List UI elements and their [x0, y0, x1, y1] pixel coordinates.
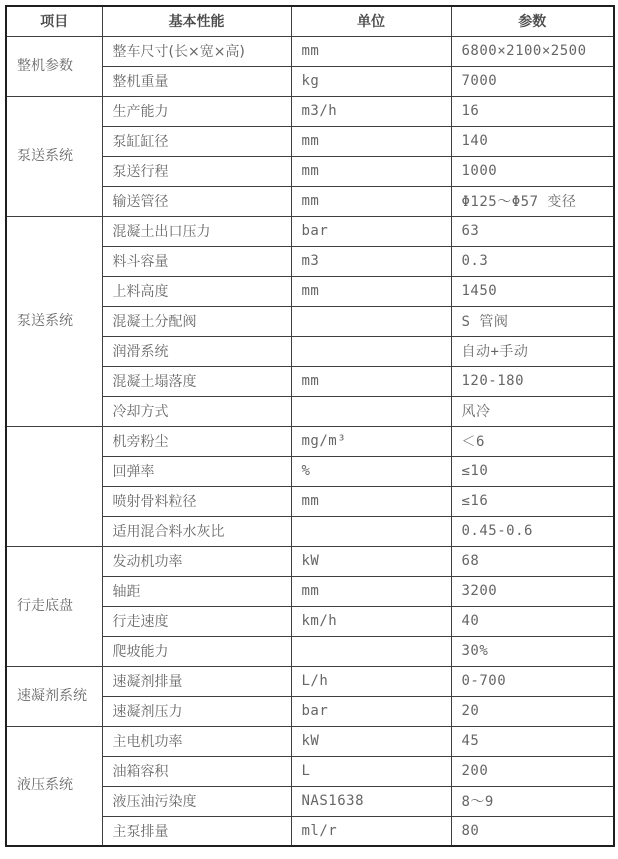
- unit-cell: [291, 306, 451, 336]
- unit-cell: mm: [291, 126, 451, 156]
- value-cell: ＜6: [451, 426, 614, 456]
- section-label-cell: 液压系统: [6, 726, 102, 846]
- value-cell: 140: [451, 126, 614, 156]
- value-cell: 40: [451, 606, 614, 636]
- performance-name-cell: 液压油污染度: [102, 786, 291, 816]
- value-cell: 0-700: [451, 666, 614, 696]
- unit-cell: [291, 396, 451, 426]
- value-cell: 45: [451, 726, 614, 756]
- performance-name-cell: 整车尺寸(长×宽×高): [102, 36, 291, 66]
- unit-cell: L: [291, 756, 451, 786]
- value-cell: 8～9: [451, 786, 614, 816]
- unit-cell: mm: [291, 276, 451, 306]
- section-label-cell: 整机参数: [6, 36, 102, 96]
- value-cell: S 管阀: [451, 306, 614, 336]
- value-cell: 16: [451, 96, 614, 126]
- table-row: [6, 426, 614, 456]
- unit-cell: [291, 516, 451, 546]
- value-cell: 风冷: [451, 396, 614, 426]
- unit-cell: mm: [291, 36, 451, 66]
- unit-cell: mg/m³: [291, 426, 451, 456]
- unit-cell: ml/r: [291, 816, 451, 846]
- unit-cell: kW: [291, 726, 451, 756]
- value-cell: 200: [451, 756, 614, 786]
- performance-name-cell: 润滑系统: [102, 336, 291, 366]
- unit-cell: m3/h: [291, 96, 451, 126]
- spec-table: [5, 5, 615, 847]
- performance-name-cell: 主电机功率: [102, 726, 291, 756]
- unit-cell: mm: [291, 576, 451, 606]
- performance-name-cell: 输送管径: [102, 186, 291, 216]
- unit-cell: km/h: [291, 606, 451, 636]
- unit-cell: kW: [291, 546, 451, 576]
- unit-cell: bar: [291, 216, 451, 246]
- section-label-cell: [6, 426, 102, 546]
- performance-name-cell: 混凝土分配阀: [102, 306, 291, 336]
- unit-cell: %: [291, 456, 451, 486]
- performance-name-cell: 行走速度: [102, 606, 291, 636]
- performance-name-cell: 整机重量: [102, 66, 291, 96]
- performance-name-cell: 泵缸缸径: [102, 126, 291, 156]
- section-label-cell: 行走底盘: [6, 546, 102, 666]
- value-cell: 80: [451, 816, 614, 846]
- value-cell: 3200: [451, 576, 614, 606]
- spec-table-body: [6, 36, 614, 846]
- performance-name-cell: 速凝剂压力: [102, 696, 291, 726]
- performance-name-cell: 上料高度: [102, 276, 291, 306]
- value-cell: 68: [451, 546, 614, 576]
- unit-cell: [291, 336, 451, 366]
- performance-name-cell: 混凝土塌落度: [102, 366, 291, 396]
- unit-cell: m3: [291, 246, 451, 276]
- table-row: [6, 96, 614, 126]
- header-item-project: 项目: [6, 6, 102, 36]
- unit-cell: [291, 636, 451, 666]
- value-cell: Φ125～Φ57 变径: [451, 186, 614, 216]
- header-item-parameter: 参数: [451, 6, 614, 36]
- value-cell: 0.3: [451, 246, 614, 276]
- header-row: [6, 6, 614, 36]
- value-cell: 63: [451, 216, 614, 246]
- unit-cell: L/h: [291, 666, 451, 696]
- performance-name-cell: 轴距: [102, 576, 291, 606]
- performance-name-cell: 爬坡能力: [102, 636, 291, 666]
- value-cell: 120-180: [451, 366, 614, 396]
- table-row: [6, 666, 614, 696]
- value-cell: 7000: [451, 66, 614, 96]
- table-row: [6, 546, 614, 576]
- performance-name-cell: 机旁粉尘: [102, 426, 291, 456]
- value-cell: ≤16: [451, 486, 614, 516]
- performance-name-cell: 生产能力: [102, 96, 291, 126]
- unit-cell: NAS1638: [291, 786, 451, 816]
- unit-cell: mm: [291, 186, 451, 216]
- performance-name-cell: 主泵排量: [102, 816, 291, 846]
- unit-cell: mm: [291, 156, 451, 186]
- value-cell: 6800×2100×2500: [451, 36, 614, 66]
- value-cell: 自动+手动: [451, 336, 614, 366]
- performance-name-cell: 油箱容积: [102, 756, 291, 786]
- performance-name-cell: 料斗容量: [102, 246, 291, 276]
- value-cell: ≤10: [451, 456, 614, 486]
- table-row: [6, 216, 614, 246]
- performance-name-cell: 发动机功率: [102, 546, 291, 576]
- performance-name-cell: 适用混合料水灰比: [102, 516, 291, 546]
- performance-name-cell: 喷射骨料粒径: [102, 486, 291, 516]
- unit-cell: mm: [291, 486, 451, 516]
- value-cell: 30%: [451, 636, 614, 666]
- table-row: [6, 36, 614, 66]
- value-cell: 20: [451, 696, 614, 726]
- value-cell: 1000: [451, 156, 614, 186]
- performance-name-cell: 回弹率: [102, 456, 291, 486]
- section-label-cell: 泵送系统: [6, 216, 102, 426]
- performance-name-cell: 泵送行程: [102, 156, 291, 186]
- unit-cell: mm: [291, 366, 451, 396]
- section-label-cell: 速凝剂系统: [6, 666, 102, 726]
- unit-cell: bar: [291, 696, 451, 726]
- performance-name-cell: 冷却方式: [102, 396, 291, 426]
- value-cell: 0.45-0.6: [451, 516, 614, 546]
- header-item-unit: 单位: [291, 6, 451, 36]
- performance-name-cell: 速凝剂排量: [102, 666, 291, 696]
- section-label-cell: 泵送系统: [6, 96, 102, 216]
- unit-cell: kg: [291, 66, 451, 96]
- performance-name-cell: 混凝土出口压力: [102, 216, 291, 246]
- value-cell: 1450: [451, 276, 614, 306]
- table-row: [6, 726, 614, 756]
- header-item-performance: 基本性能: [102, 6, 291, 36]
